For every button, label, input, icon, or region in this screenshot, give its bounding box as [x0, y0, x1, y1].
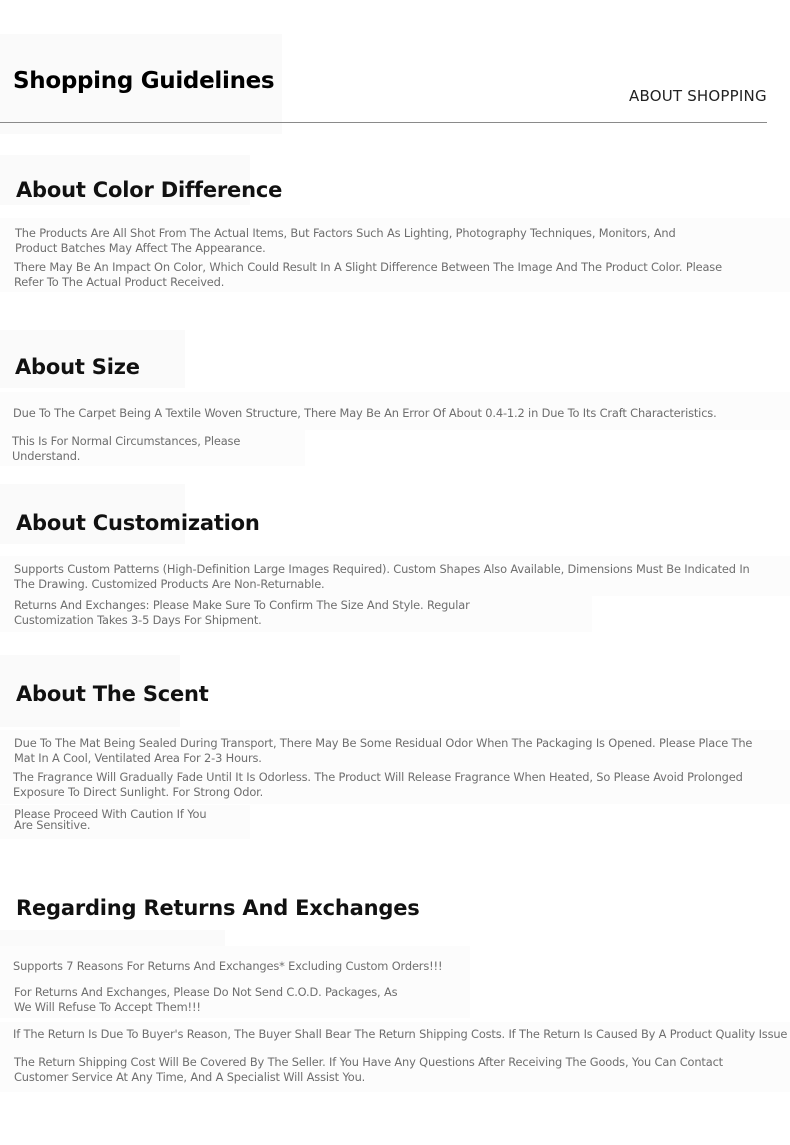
returns-paragraph: If The Return Is Due To Buyer's Reason, The Buyer Shall Bear The Return Shipping Costs. If The Return Is Caused By A Product Quality Issue [13, 1027, 788, 1041]
section-title-color-difference: About Color Difference [16, 178, 283, 202]
customization-paragraph: Returns And Exchanges: Please Make Sure To Confirm The Size And Style. Regular Customization Takes 3-5 Days For Shipment. [14, 598, 470, 627]
section-title-size: About Size [15, 355, 140, 379]
header-divider [0, 122, 767, 123]
page-title: Shopping Guidelines [13, 68, 275, 94]
color-difference-paragraph: The Products Are All Shot From The Actual Items, But Factors Such As Lighting, Photography Techniques, Monitors, And Product Batches May Affect The Appearance. [15, 226, 676, 255]
returns-paragraph-clip [13, 1027, 790, 1042]
customization-paragraph: Supports Custom Patterns (High-Definition Large Images Required). Custom Shapes Also Available, Dimensions Must Be Indicated In The Drawing. Customized Products Are Non-Returnable. [14, 562, 750, 591]
size-paragraph: Due To The Carpet Being A Textile Woven Structure, There May Be An Error Of About 0.4-1.2 in Due To Its Craft Characteristics. [13, 406, 717, 420]
returns-paragraph: Supports 7 Reasons For Returns And Exchanges* Excluding Custom Orders!!! [13, 959, 443, 973]
returns-paragraph: The Return Shipping Cost Will Be Covered By The Seller. If You Have Any Questions After Receiving The Goods, You Can Contact Customer Service At Any Time, And A Specialist Will Assist You. [14, 1055, 723, 1084]
section-tag: ABOUT SHOPPING [629, 87, 767, 105]
section-title-scent: About The Scent [16, 682, 209, 706]
scent-paragraph: The Fragrance Will Gradually Fade Until It Is Odorless. The Product Will Release Fragrance When Heated, So Please Avoid Prolonged Exposure To Direct Sunlight. For Strong Odor. [13, 770, 743, 799]
size-paragraph: This Is For Normal Circumstances, Please Understand. [12, 434, 241, 463]
color-difference-paragraph: There May Be An Impact On Color, Which Could Result In A Slight Difference Between The Image And The Product Color. Please Refer To The Actual Product Received. [14, 260, 722, 289]
section-title-returns: Regarding Returns And Exchanges [16, 896, 420, 920]
section-title-customization: About Customization [16, 511, 260, 535]
scent-paragraph: Due To The Mat Being Sealed During Transport, There May Be Some Residual Odor When The Packaging Is Opened. Please Place The Mat In A Cool, Ventilated Area For 2-3 Hours. [14, 736, 753, 765]
scent-paragraph: Please Proceed With Caution If You Are Sensitive. [14, 807, 207, 832]
returns-paragraph: For Returns And Exchanges, Please Do Not Send C.O.D. Packages, As We Will Refuse To Accept Them!!! [14, 985, 398, 1014]
